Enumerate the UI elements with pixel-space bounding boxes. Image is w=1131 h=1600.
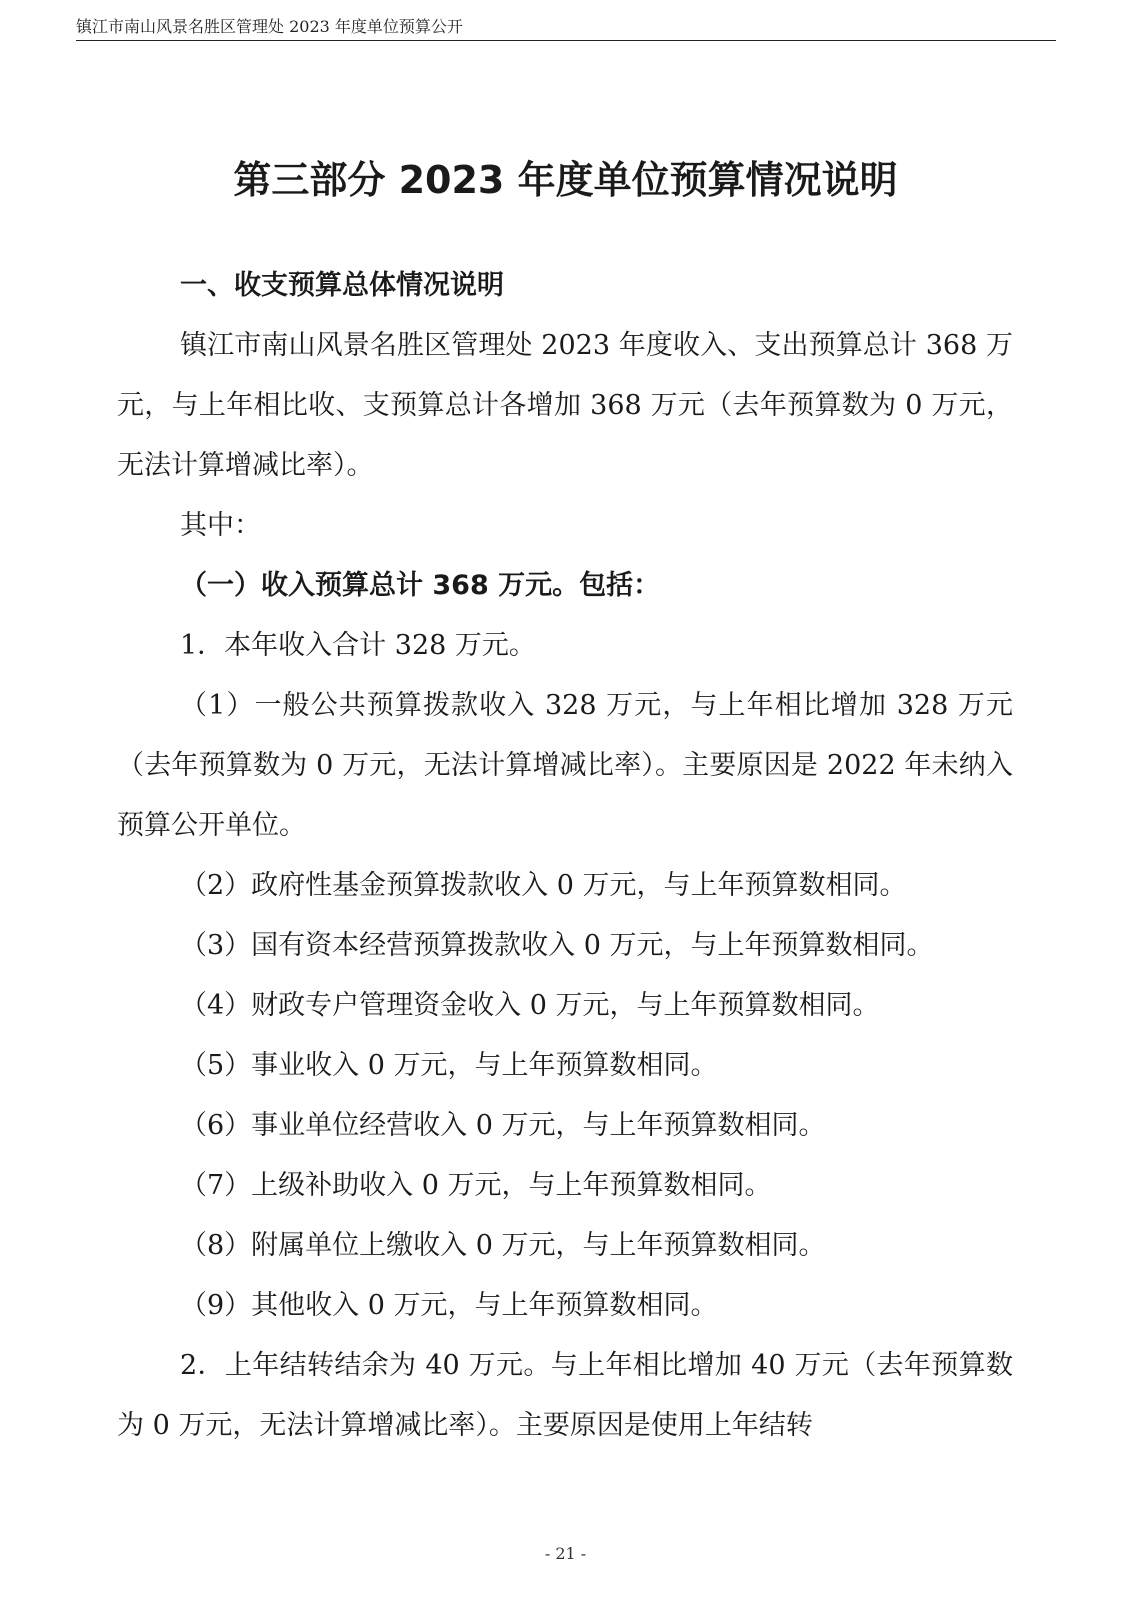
item-2: 2．上年结转结余为 40 万元。与上年相比增加 40 万元（去年预算数为 0 万元，无法计算增减比率）。主要原因是使用上年结转 (117, 1350, 1013, 1441)
sub-item-3: （3）国有资本经营预算拨款收入 0 万元，与上年预算数相同。 (180, 930, 934, 961)
sub-item-1: （1）一般公共预算拨款收入 328 万元，与上年相比增加 328 万元（去年预算数为 0 万元，无法计算增减比率）。主要原因是 2022 年未纳入预算公开单位。 (117, 690, 1013, 841)
sub-item-9: （9）其他收入 0 万元，与上年预算数相同。 (180, 1290, 718, 1321)
section-heading: 一、收支预算总体情况说明 (180, 270, 504, 301)
sub-item-5: （5）事业收入 0 万元，与上年预算数相同。 (180, 1050, 718, 1081)
sub-item-4: （4）财政专户管理资金收入 0 万元，与上年预算数相同。 (180, 990, 880, 1021)
document-body (117, 256, 1013, 1456)
page-number: - 21 - (544, 1544, 587, 1563)
sub-item-2: （2）政府性基金预算拨款收入 0 万元，与上年预算数相同。 (180, 870, 907, 901)
intro-paragraph: 镇江市南山风景名胜区管理处 2023 年度收入、支出预算总计 368 万元，与上年相比收、支预算总计各增加 368 万元（去年预算数为 0 万元，无法计算增减比率）。 (117, 330, 1013, 481)
page-header: 镇江市南山风景名胜区管理处 2023 年度单位预算公开 (76, 14, 1056, 41)
sub-item-7: （7）上级补助收入 0 万元，与上年预算数相同。 (180, 1170, 772, 1201)
sub-item-8: （8）附属单位上缴收入 0 万元，与上年预算数相同。 (180, 1230, 826, 1261)
among-label: 其中： (180, 510, 261, 541)
income-heading: （一）收入预算总计 368 万元。包括： (180, 570, 661, 601)
sub-item-6: （6）事业单位经营收入 0 万元，与上年预算数相同。 (180, 1110, 826, 1141)
page-title: 第三部分 2023 年度单位预算情况说明 (233, 158, 898, 202)
item-1: 1．本年收入合计 328 万元。 (180, 630, 536, 661)
